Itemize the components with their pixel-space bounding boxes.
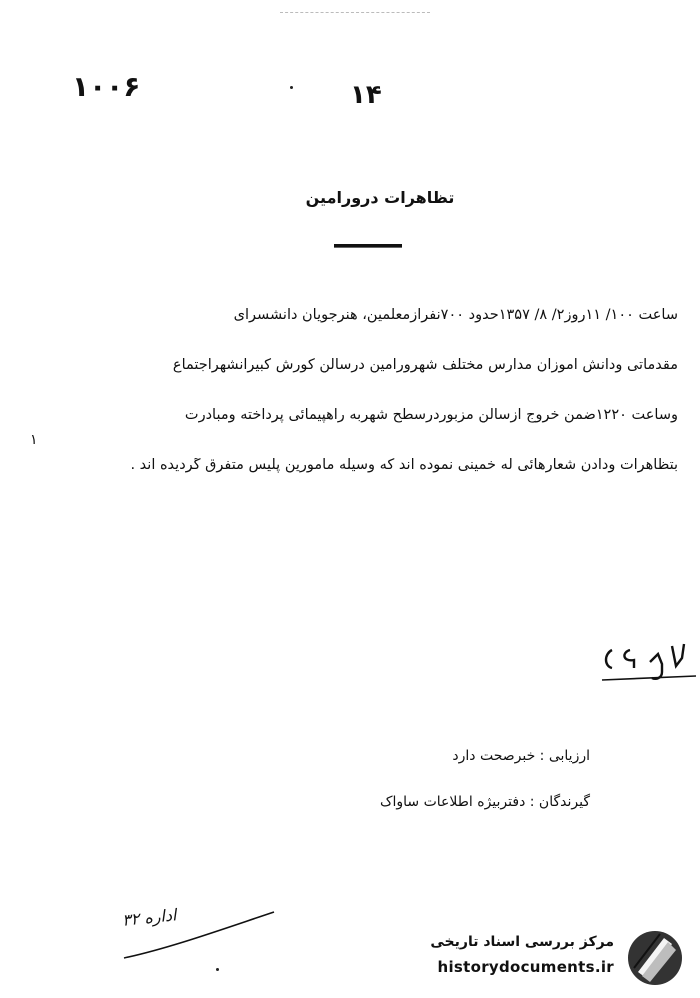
watermark-url: historydocuments.ir [437,958,614,976]
body-line: بتظاهرات ودادن شعارهائی له خمینی نموده اند که وسیله مامورین پلیس متفرق گردیده اند . [130,458,678,473]
scan-speck [216,968,219,971]
body-line: وساعت ۱۲۲۰ضمن خروج ازسالن مزبوردرسطح شهربه راهپیمائی پرداخته ومبادرت [184,408,678,423]
evaluation-line: ارزیابی : خبرصحت دارد [452,748,590,764]
archive-logo-icon [624,928,686,988]
footer-block [170,748,590,840]
document-title: تظاهرات درورامین [305,188,455,207]
body-line: مقدماتی ودانش آموزان مدارس مختلف شهرورامین درسالن کورش کبیرآنشهراجتماع [172,358,678,373]
body-line: ساعت ۱۰۰/ ۱۱روز۲/ ۸/ ۱۳۵۷حدود ۷۰۰نفرازمعلمین، هنرجویان دانشسرای [233,308,678,323]
scan-speck [290,86,293,89]
scan-artifact-line [280,12,430,15]
margin-mark: ۱ [30,432,38,448]
report-body [22,308,678,508]
recipients-line: گیرندگان : دفتربیژه اطلاعات ساواک [379,794,590,810]
signature-stroke [100,896,290,966]
archive-watermark [402,926,692,990]
handwritten-note [600,632,696,688]
title-underline [334,244,402,248]
page-number: ۱۴ [350,80,382,110]
signature: اداره ۳۲ [121,905,178,930]
document-number: ۱۰۰۶ [72,70,141,103]
watermark-name: مرکز بررسی اسناد تاریخی [430,934,614,950]
